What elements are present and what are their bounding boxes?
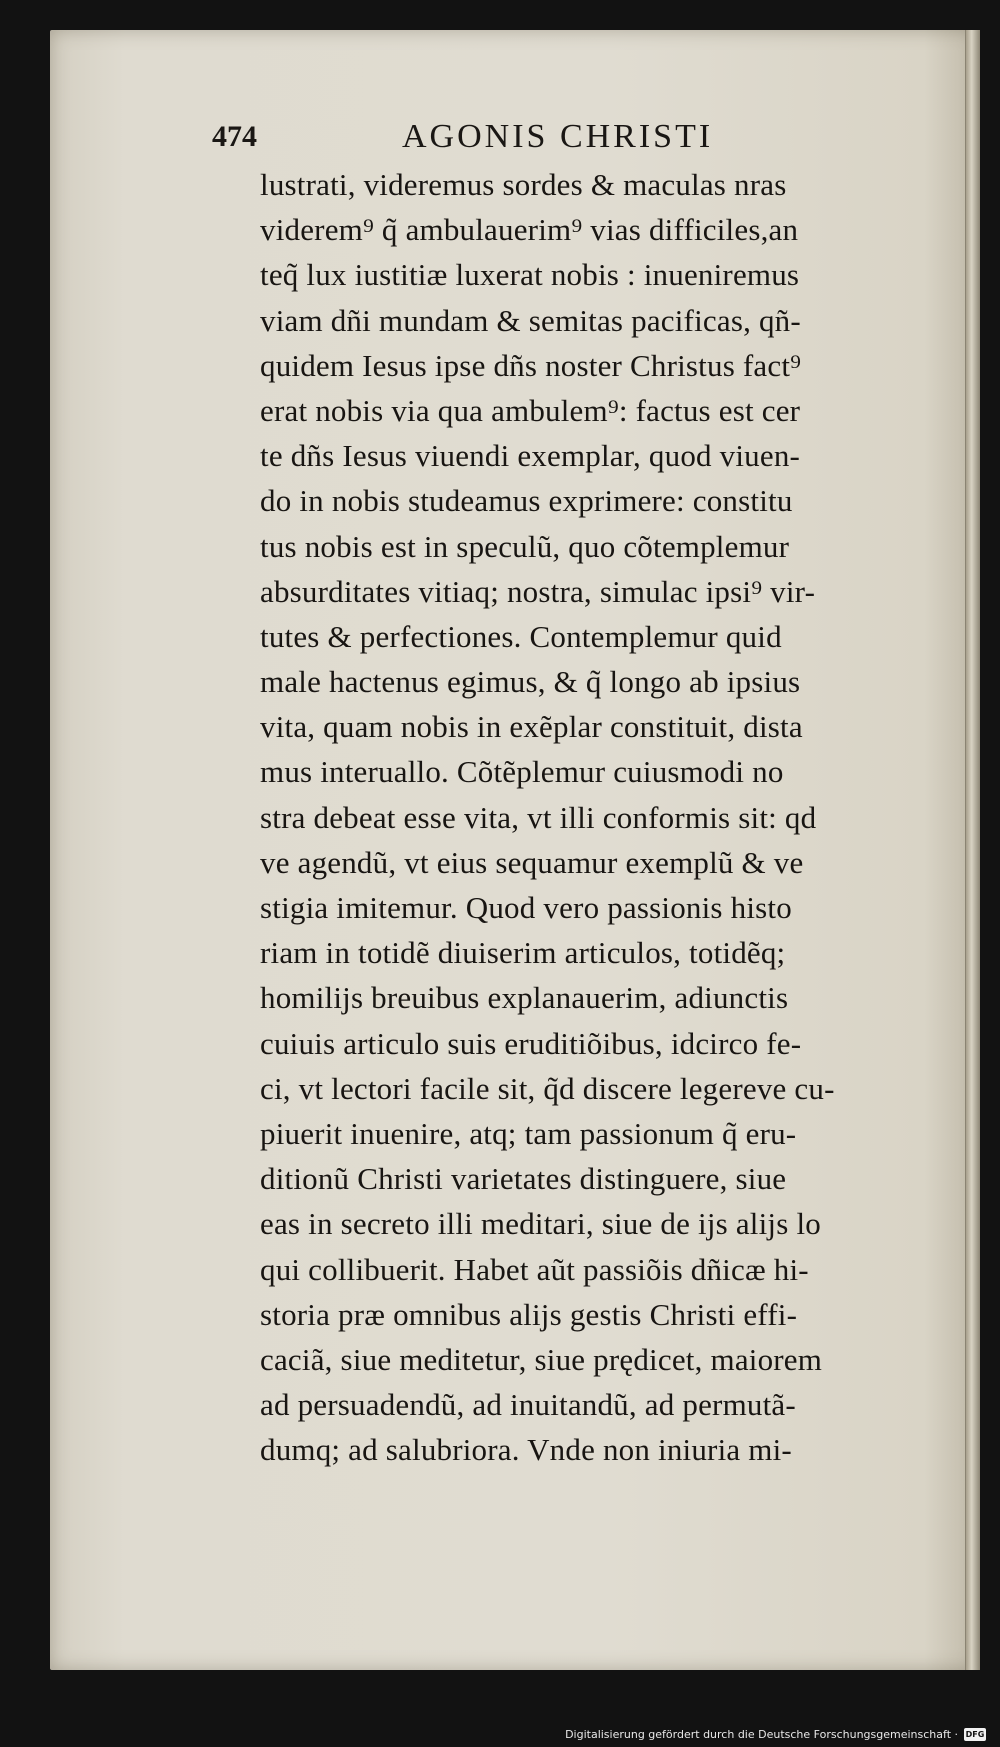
text-line: ci, vt lectori facile sit, q̃d discere legereve cu- (260, 1070, 835, 1106)
credit-text: Digitalisierung gefördert durch die Deutsche Forschungsgemeinschaft · (565, 1727, 958, 1741)
text-line: ad persuadendũ, ad inuitandũ, ad permutã- (260, 1387, 796, 1423)
text-line: tus nobis est in speculũ, quo cõtemplemur (260, 528, 790, 564)
body-text (260, 162, 980, 1472)
text-line: mus interuallo. Cõtẽplemur cuiusmodi no (260, 754, 784, 790)
text-line: absurditates vitiaq; nostra, simulac ipsi⁹ vir- (260, 573, 816, 609)
text-line: homilijs breuibus explanauerim, adiunctis (260, 980, 789, 1016)
text-line: caciã, siue meditetur, siue prędicet, maiorem (260, 1341, 823, 1377)
text-line: ditionũ Christi varietates distinguere, siue (260, 1161, 787, 1197)
dfg-logo-icon: DFG (965, 1729, 985, 1739)
text-line: stigia imitemur. Quod vero passionis histo (260, 890, 792, 925)
text-line: do in nobis studeamus exprimere: constitu (260, 483, 793, 519)
text-line: male hactenus egimus, & q̃ longo ab ipsius (260, 664, 801, 700)
text-line: tutes & perfectiones. Contemplemur quid (260, 618, 782, 654)
page-number: 474 (212, 120, 257, 153)
digitization-credit (565, 1725, 986, 1743)
text-line: te dñs Iesus viuendi exemplar, quod viuen- (260, 438, 801, 474)
text-line: viderem⁹ q̃ ambulauerim⁹ vias difficiles,an (260, 212, 799, 248)
text-line: teq̃ lux iustitiæ luxerat nobis : inueniremus (260, 257, 800, 293)
text-line: riam in totidẽ diuiserim articulos, totidẽq; (260, 935, 786, 971)
text-line: dumq; ad salubriora. Vnde non iniuria mi- (260, 1432, 792, 1468)
text-line: lustrati, videremus sordes & maculas nras (260, 167, 787, 202)
text-line: viam dñi mundam & semitas pacificas, qñ- (260, 302, 801, 338)
text-line: piuerit inuenire, atq; tam passionum q̃ eru- (260, 1115, 797, 1151)
text-line: erat nobis via qua ambulem⁹: factus est cer (260, 392, 801, 428)
text-line: qui collibuerit. Habet aũt passiõis dñicæ hi- (260, 1251, 809, 1287)
text-line: ve agendũ, vt eius sequamur exemplũ & ve (260, 844, 804, 880)
text-line: eas in secreto illi meditari, siue de ijs alijs lo (260, 1206, 821, 1242)
text-line: stra debeat esse vita, vt illi conformis sit: qd (260, 799, 817, 835)
text-line: storia præ omnibus alijs gestis Christi effi- (260, 1296, 798, 1332)
text-line: quidem Iesus ipse dñs noster Christus fact⁹ (260, 347, 802, 383)
page-header (212, 118, 852, 160)
running-head: AGONIS CHRISTI (402, 118, 714, 155)
text-line: cuiuis articulo suis eruditiõibus, idcirco fe- (260, 1025, 802, 1061)
text-line: vita, quam nobis in exẽplar constituit, dista (260, 709, 803, 745)
